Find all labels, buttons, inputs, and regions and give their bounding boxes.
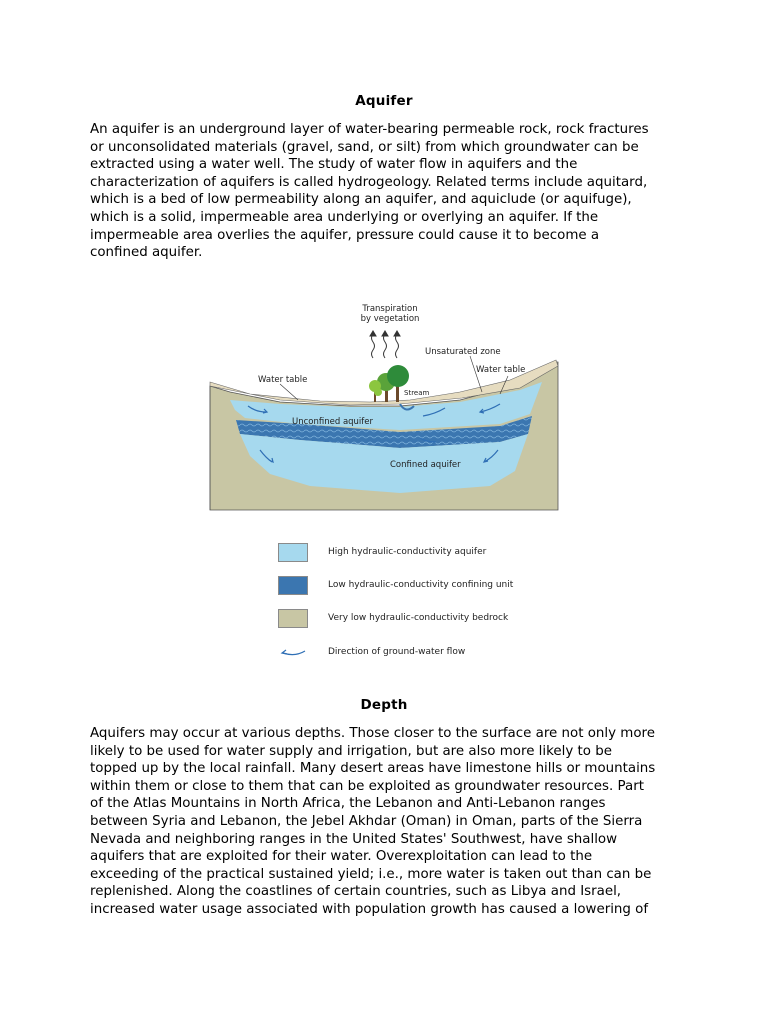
transpiration-arrows: [370, 331, 400, 358]
legend-swatch-confining-unit: [278, 576, 308, 595]
text-line: confined aquifer.: [90, 245, 203, 261]
legend-label: Direction of ground-water flow: [328, 647, 466, 657]
text-line: extracted using a water well. The study of water flow in aquifers and the: [90, 157, 578, 173]
label-water-table-left: Water table: [258, 375, 308, 385]
text-line: aquifers that are exploited for their water. Overexploitation can lead to the: [90, 849, 593, 865]
aquifer-cross-section-diagram: [200, 296, 570, 516]
label-transpiration-line2: by vegetation: [360, 314, 420, 324]
text-line: exceeding of the practical sustained yield; i.e., more water is taken out than can be: [90, 866, 652, 882]
text-line: likely to be used for water supply and irrigation, but are also more likely to be: [90, 743, 612, 759]
text-line: Aquifers may occur at various depths. Those closer to the surface are not only more: [90, 726, 655, 741]
legend-swatch-bedrock: [278, 609, 308, 628]
text-line: An aquifer is an underground layer of water-bearing permeable rock, rock fractures: [90, 122, 649, 137]
label-water-table-right: Water table: [476, 365, 526, 375]
legend-label: Very low hydraulic-conductivity bedrock: [328, 613, 509, 623]
text-line: between Syria and Lebanon, the Jebel Akhdar (Oman) in Oman, parts of the Sierra: [90, 813, 643, 829]
label-transpiration-line1: Transpiration: [362, 304, 418, 314]
text-line: which is a solid, impermeable area underlying or overlying an aquifer. If the: [90, 209, 599, 225]
section-heading-aquifer: Aquifer: [355, 93, 413, 109]
text-line: which is a bed of low permeability along an aquifer, and aquiclude (or aquifuge),: [90, 192, 632, 208]
text-line: or unconsolidated materials (gravel, sand, or silt) from which groundwater can be: [90, 139, 639, 155]
text-line: increased water usage associated with population growth has caused a lowering of: [90, 901, 649, 917]
legend-item-aquifer: [278, 541, 487, 563]
legend-label: Low hydraulic-conductivity confining unit: [328, 580, 514, 590]
text-line: of the Atlas Mountains in North Africa, the Lebanon and Anti-Lebanon ranges: [90, 796, 606, 812]
legend-item-flow-direction: [278, 641, 466, 663]
vegetation-trees: [369, 365, 409, 402]
text-line: characterization of aquifers is called hydrogeology. Related terms include aquitard,: [90, 174, 648, 190]
text-line: topped up by the local rainfall. Many desert areas have limestone hills or mountains: [90, 761, 656, 777]
legend-item-confining-unit: [278, 574, 514, 596]
legend-swatch-aquifer: [278, 543, 308, 562]
label-confined-aquifer: Confined aquifer: [390, 460, 461, 470]
label-unsaturated-zone: Unsaturated zone: [425, 347, 501, 357]
depth-paragraph: [90, 725, 680, 919]
text-line: within them or close to them that can be exploited as groundwater resources. Part: [90, 778, 644, 794]
label-unconfined-aquifer: Unconfined aquifer: [292, 417, 374, 427]
legend-label: High hydraulic-conductivity aquifer: [328, 547, 487, 557]
text-line: impermeable area overlies the aquifer, pressure could cause it to become a: [90, 227, 600, 243]
label-stream: Stream: [404, 389, 430, 397]
text-line: replenished. Along the coastlines of certain countries, such as Libya and Israel,: [90, 884, 622, 900]
text-line: Nevada and neighboring ranges in the United States' Southwest, have shallow: [90, 831, 618, 847]
legend-item-bedrock: [278, 607, 509, 629]
aquifer-paragraph: [90, 121, 680, 262]
flow-arrow-icon: [278, 647, 308, 657]
section-heading-depth: Depth: [360, 697, 408, 713]
